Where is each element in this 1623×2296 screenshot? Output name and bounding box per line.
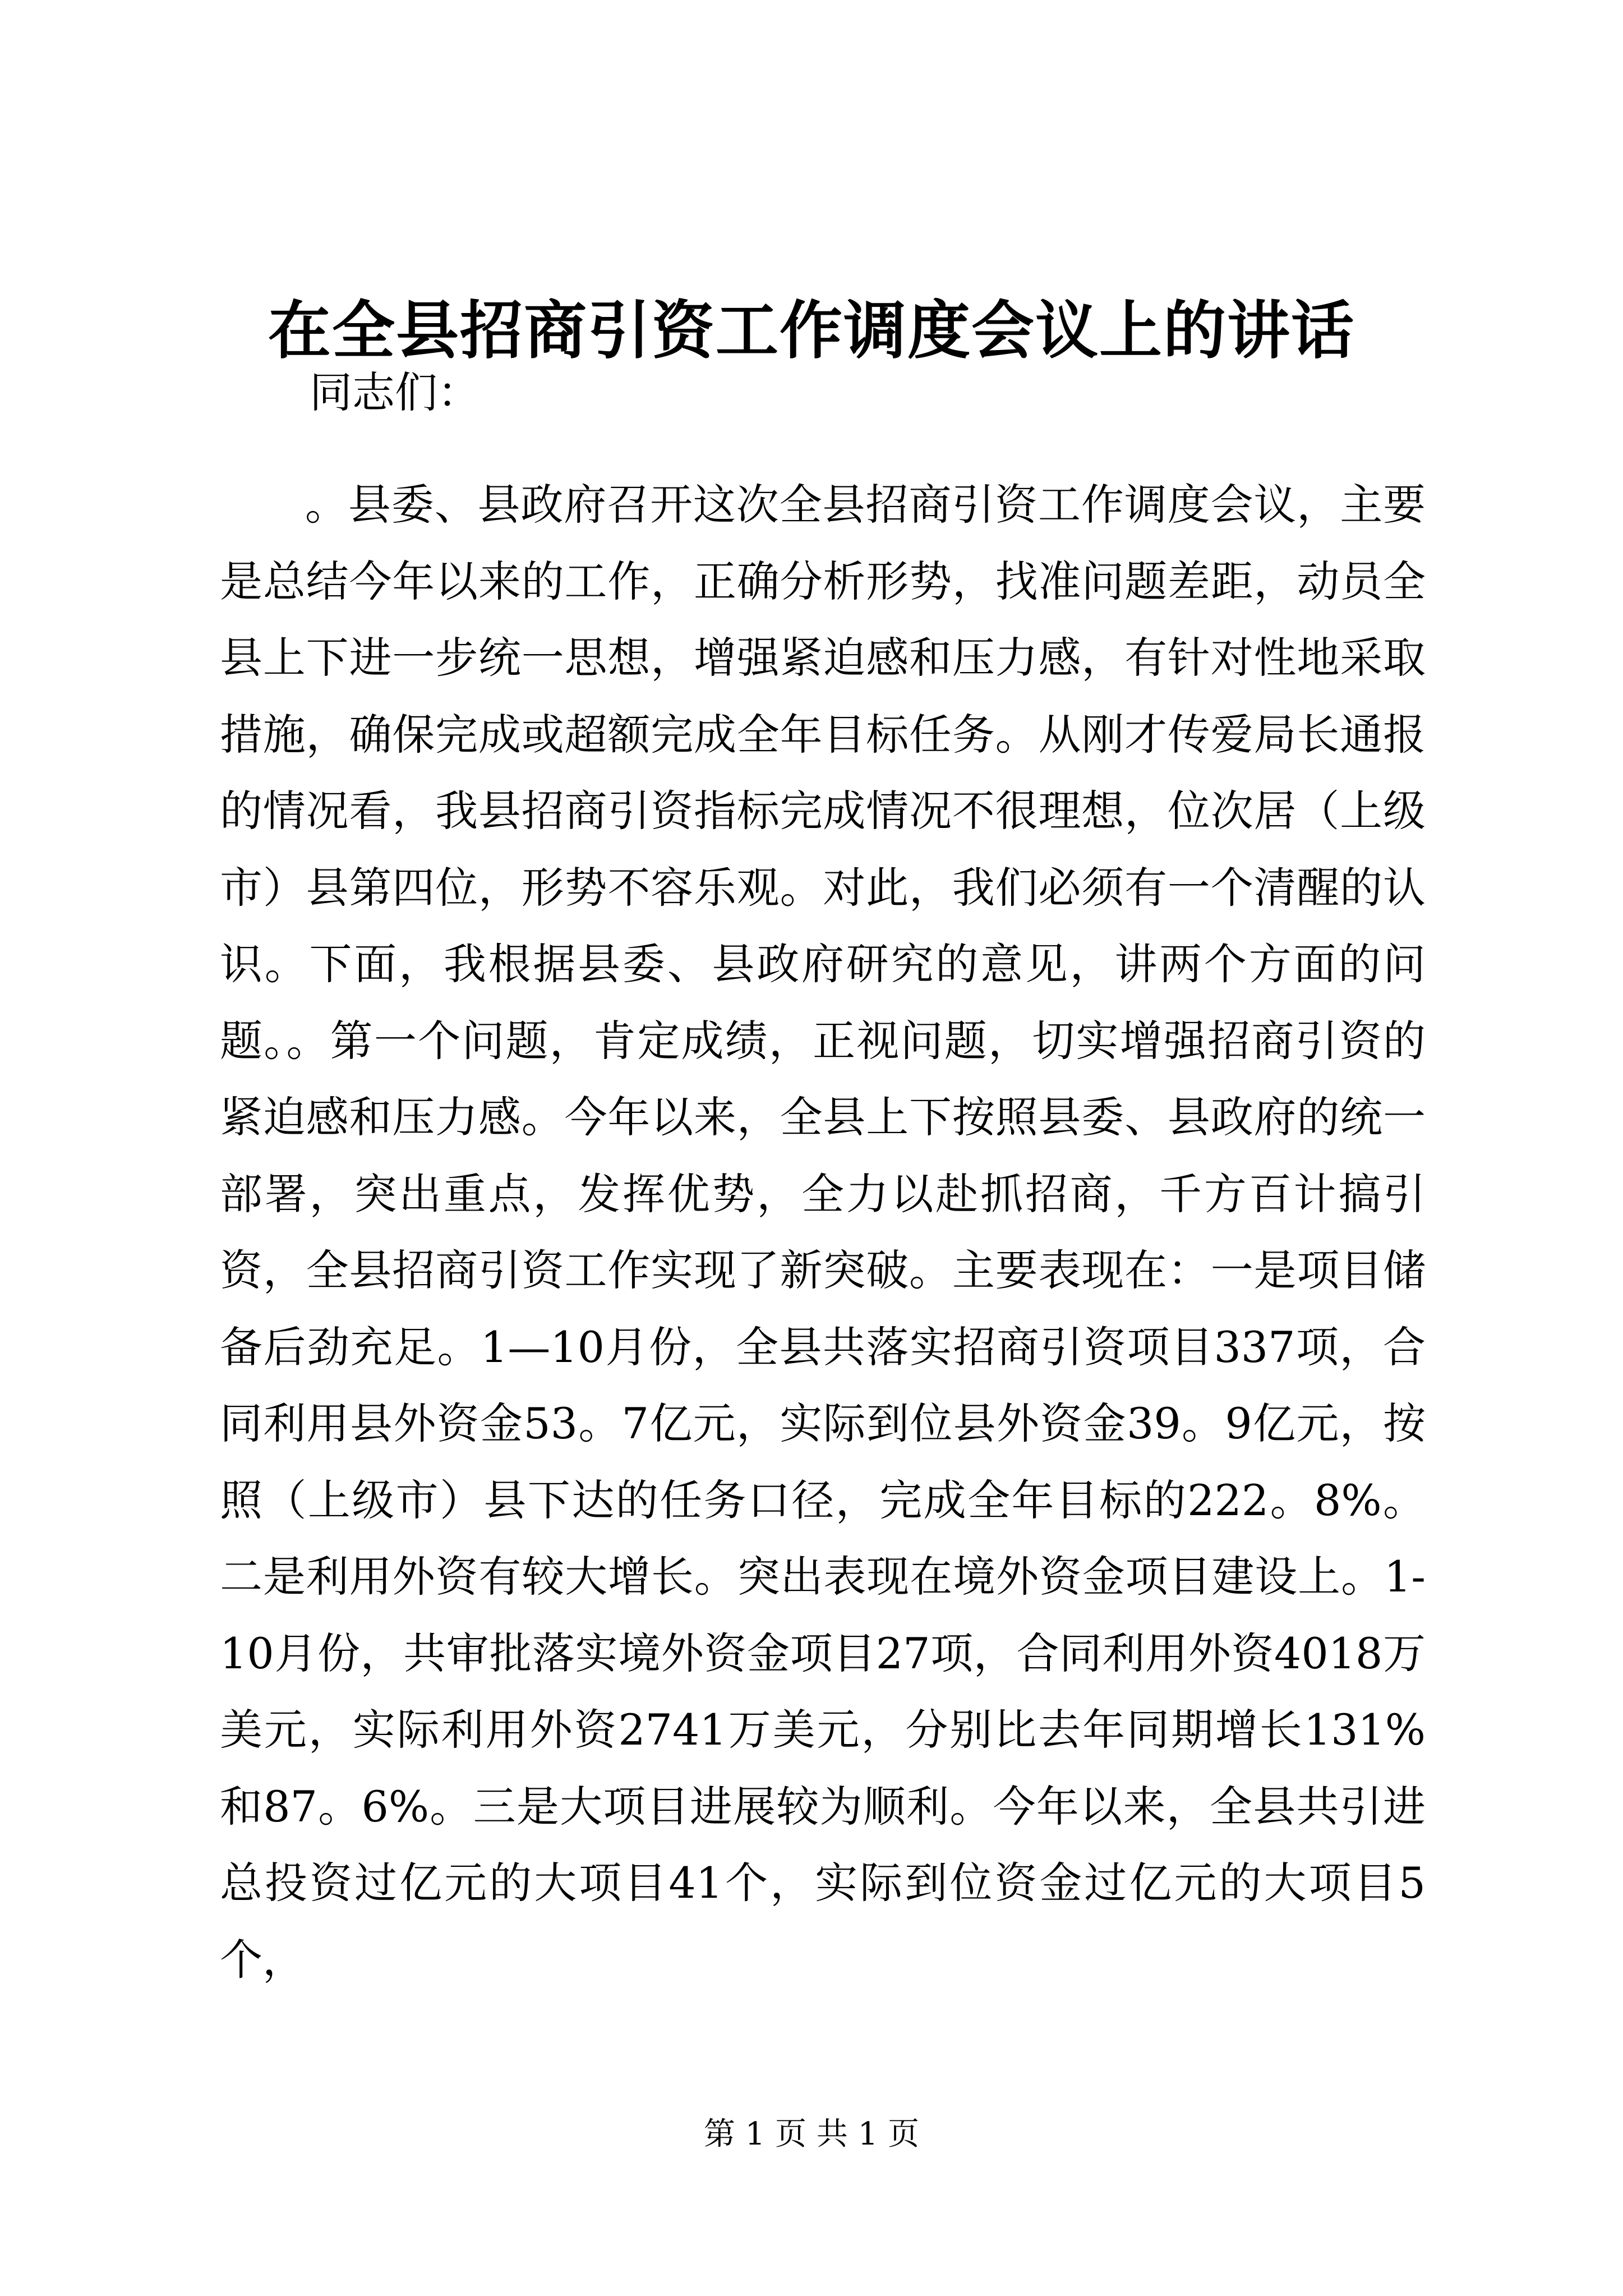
page-number-footer: 第 1 页 共 1 页	[703, 2116, 920, 2152]
salutation: 同志们：	[310, 367, 480, 417]
body-paragraph: 。县委、县政府召开这次全县招商引资工作调度会议，主要是总结今年以来的工作，正确分析形势，找准问题差距，动员全县上下进一步统一思想，增强紧迫感和压力感，有针对性地采取措施，确保完成或超额完成全年目标任务。从刚才传爱局长通报的情况看，我县招商引资指标完成情况不很理想，位次居（上级市）县第四位，形势不容乐观。对此，我们必须有一个清醒的认识。下面，我根据县委、县政府研究的意见，讲两个方面的问题。。第一个问题，肯定成绩，正视问题，切实增强招商引资的紧迫感和压力感。今年以来，全县上下按照县委、县政府的统一部署，突出重点，发挥优势，全力以赴抓招商，千方百计搞引资，全县招商引资工作实现了新突破。主要表现在：一是项目储备后劲充足。1—10月份，全县共落实招商引资项目337项，合同利用县外资金53。7亿元，实际到位县外资金39。9亿元，按照（上级市）县下达的任务口径，完成全年目标的222。8%。二是利用外资有较大增长。突出表现在境外资金项目建设上。1-10月份，共审批落实境外资金项目27项，合同利用外资4018万美元，实际利用外资2741万美元，分别比去年同期增长131%和87。6%。三是大项目进展较为顺利。今年以来，全县共引进总投资过亿元的大项目41个，实际到位资金过亿元的大项目5个，	[220, 480, 1426, 1985]
document-title: 在全县招商引资工作调度会议上的讲话	[268, 294, 1355, 367]
